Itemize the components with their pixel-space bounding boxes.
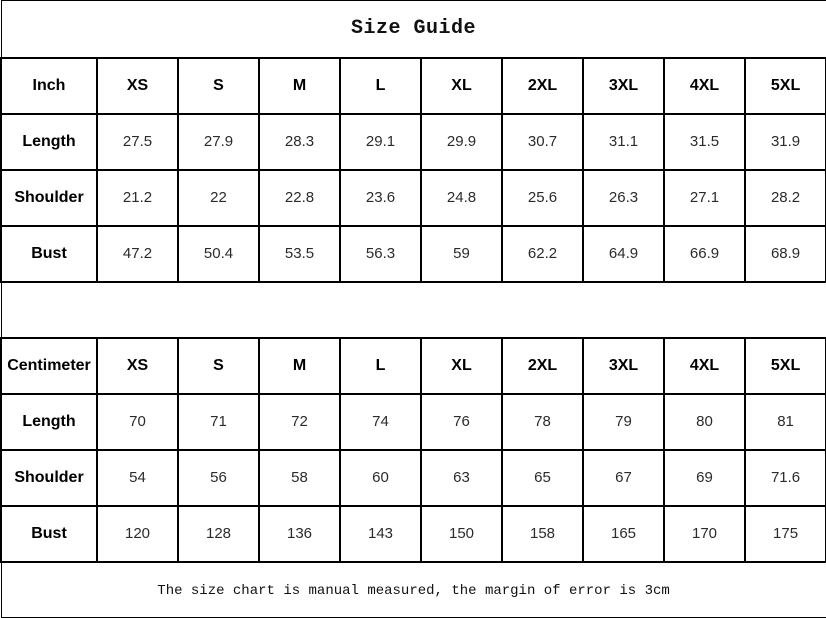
- row-label-bust: Bust: [1, 506, 97, 562]
- value-cell: 71.6: [745, 450, 826, 506]
- value-cell: 30.7: [502, 114, 583, 170]
- size-header: 2XL: [502, 58, 583, 114]
- value-cell: 67: [583, 450, 664, 506]
- row-label-length: Length: [1, 394, 97, 450]
- value-cell: 78: [502, 394, 583, 450]
- size-header: L: [340, 338, 421, 394]
- value-cell: 64.9: [583, 226, 664, 282]
- value-cell: 29.1: [340, 114, 421, 170]
- page-title: Size Guide: [351, 17, 477, 41]
- value-cell: 25.6: [502, 170, 583, 226]
- value-cell: 60: [340, 450, 421, 506]
- value-cell: 69: [664, 450, 745, 506]
- value-cell: 27.1: [664, 170, 745, 226]
- row-label-bust: Bust: [1, 226, 97, 282]
- size-header: 3XL: [583, 58, 664, 114]
- value-cell: 165: [583, 506, 664, 562]
- size-header: M: [259, 338, 340, 394]
- value-cell: 22: [178, 170, 259, 226]
- size-header: 4XL: [664, 338, 745, 394]
- unit-header-centimeter: Centimeter: [1, 338, 97, 394]
- cm-length-row: [1, 394, 826, 450]
- size-header: XS: [97, 338, 178, 394]
- value-cell: 54: [97, 450, 178, 506]
- size-header: 3XL: [583, 338, 664, 394]
- value-cell: 31.5: [664, 114, 745, 170]
- size-header: 2XL: [502, 338, 583, 394]
- value-cell: 68.9: [745, 226, 826, 282]
- value-cell: 62.2: [502, 226, 583, 282]
- value-cell: 175: [745, 506, 826, 562]
- cm-header-row: [1, 338, 826, 394]
- size-header: XS: [97, 58, 178, 114]
- size-header: S: [178, 338, 259, 394]
- value-cell: 136: [259, 506, 340, 562]
- inch-header-row: [1, 58, 826, 114]
- value-cell: 27.9: [178, 114, 259, 170]
- size-header: 5XL: [745, 338, 826, 394]
- value-cell: 53.5: [259, 226, 340, 282]
- size-header: S: [178, 58, 259, 114]
- footer-note: The size chart is manual measured, the margin of error is 3cm: [157, 582, 670, 599]
- inch-shoulder-row: [1, 170, 826, 226]
- value-cell: 28.3: [259, 114, 340, 170]
- value-cell: 150: [421, 506, 502, 562]
- value-cell: 128: [178, 506, 259, 562]
- value-cell: 70: [97, 394, 178, 450]
- value-cell: 80: [664, 394, 745, 450]
- value-cell: 76: [421, 394, 502, 450]
- value-cell: 72: [259, 394, 340, 450]
- value-cell: 31.1: [583, 114, 664, 170]
- value-cell: 59: [421, 226, 502, 282]
- value-cell: 22.8: [259, 170, 340, 226]
- value-cell: 143: [340, 506, 421, 562]
- spacer-row: [1, 282, 826, 338]
- value-cell: 56: [178, 450, 259, 506]
- footer-cell: [1, 562, 826, 618]
- value-cell: 26.3: [583, 170, 664, 226]
- inch-length-row: [1, 114, 826, 170]
- size-header: 4XL: [664, 58, 745, 114]
- row-label-shoulder: Shoulder: [1, 450, 97, 506]
- footer-row: [1, 562, 826, 618]
- unit-header-inch: Inch: [1, 58, 97, 114]
- size-header: XL: [421, 58, 502, 114]
- value-cell: 24.8: [421, 170, 502, 226]
- value-cell: 31.9: [745, 114, 826, 170]
- value-cell: 47.2: [97, 226, 178, 282]
- row-label-length: Length: [1, 114, 97, 170]
- value-cell: 27.5: [97, 114, 178, 170]
- size-header: L: [340, 58, 421, 114]
- size-header: 5XL: [745, 58, 826, 114]
- value-cell: 120: [97, 506, 178, 562]
- value-cell: 65: [502, 450, 583, 506]
- title-cell: [1, 1, 826, 58]
- value-cell: 79: [583, 394, 664, 450]
- inch-bust-row: [1, 226, 826, 282]
- row-label-shoulder: Shoulder: [1, 170, 97, 226]
- value-cell: 63: [421, 450, 502, 506]
- table-gap: [1, 282, 826, 338]
- value-cell: 28.2: [745, 170, 826, 226]
- size-header: M: [259, 58, 340, 114]
- cm-shoulder-row: [1, 450, 826, 506]
- value-cell: 56.3: [340, 226, 421, 282]
- size-header: XL: [421, 338, 502, 394]
- value-cell: 58: [259, 450, 340, 506]
- value-cell: 21.2: [97, 170, 178, 226]
- cm-bust-row: [1, 506, 826, 562]
- value-cell: 23.6: [340, 170, 421, 226]
- value-cell: 170: [664, 506, 745, 562]
- value-cell: 158: [502, 506, 583, 562]
- value-cell: 50.4: [178, 226, 259, 282]
- value-cell: 66.9: [664, 226, 745, 282]
- value-cell: 81: [745, 394, 826, 450]
- value-cell: 29.9: [421, 114, 502, 170]
- title-row: [1, 1, 826, 58]
- value-cell: 71: [178, 394, 259, 450]
- value-cell: 74: [340, 394, 421, 450]
